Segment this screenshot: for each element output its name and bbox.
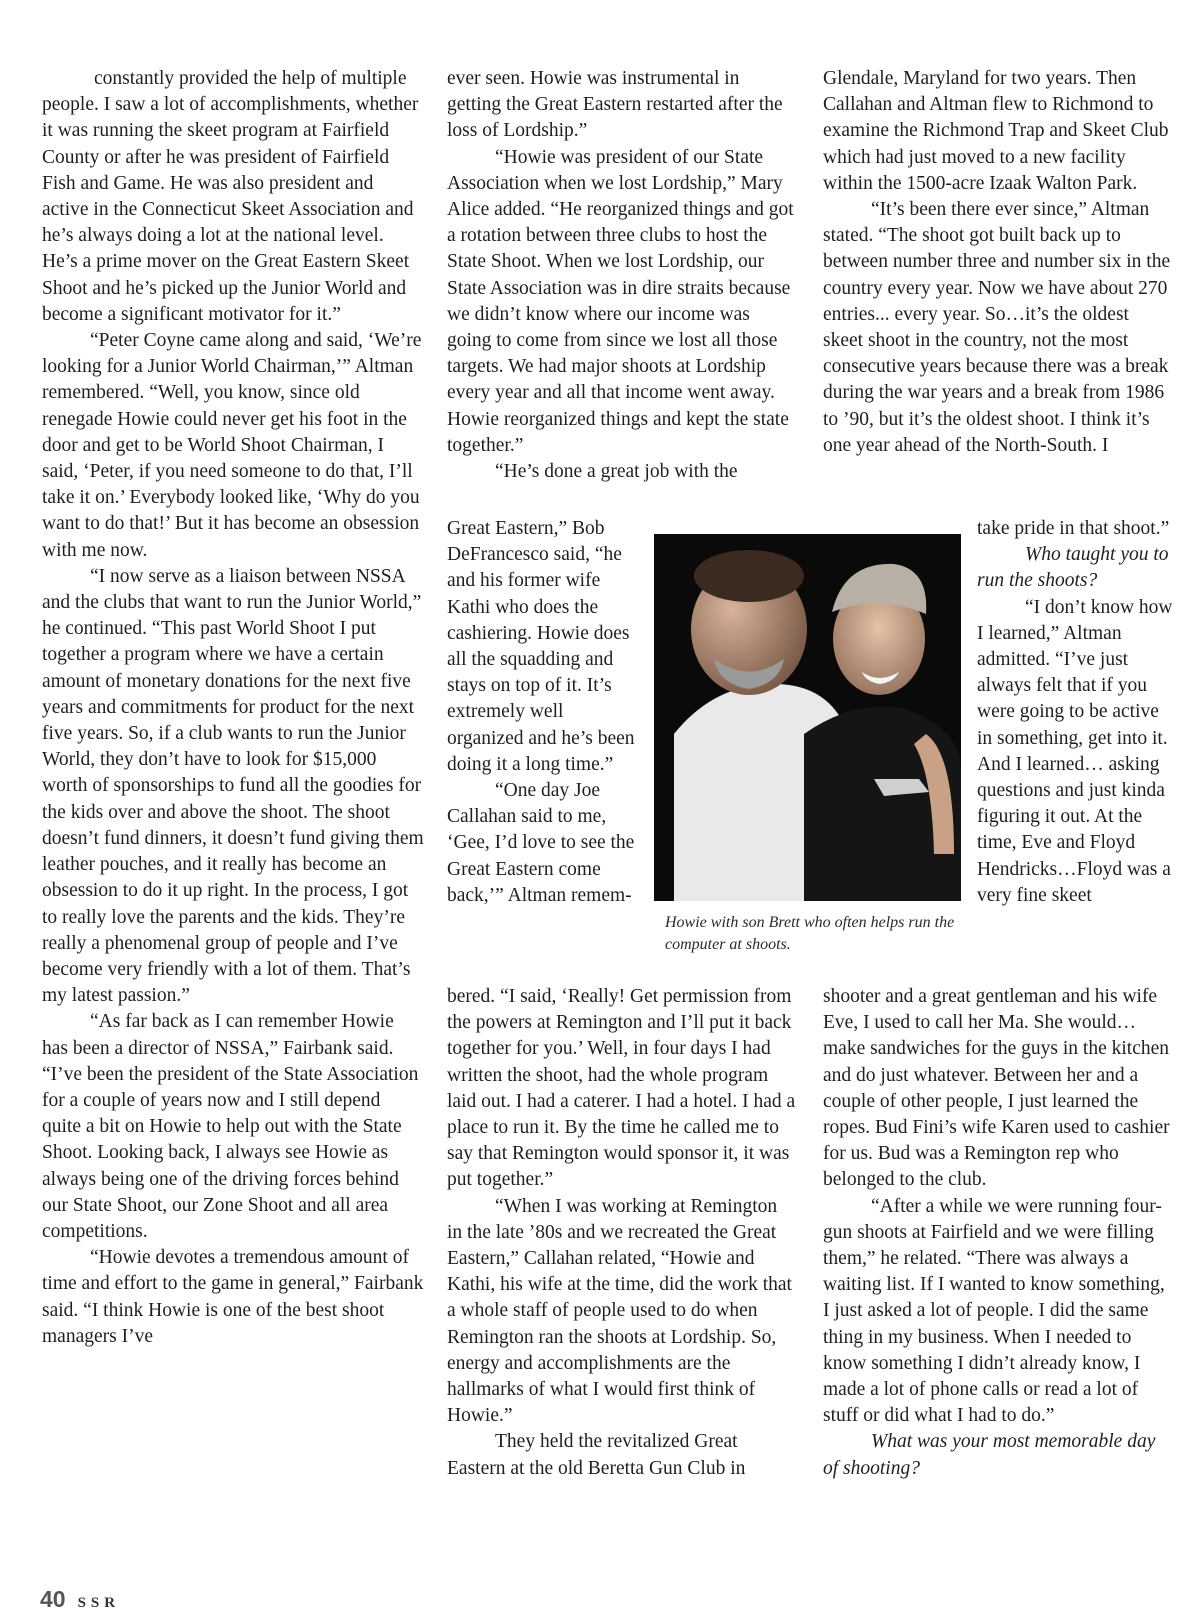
column-2-bottom xyxy=(447,984,797,1482)
column-3-narrow xyxy=(977,516,1173,909)
paragraph: ever seen. Howie was instrumental in getting the Great Eastern restarted after the loss of Lordship.” xyxy=(447,68,783,142)
column-2-narrow xyxy=(447,516,637,909)
paragraph: “I now serve as a liaison between NSSA and the clubs that want to run the Junior World,” he continued. “This past World Shoot I put together a program where we have a certain amount of monetary donations for the next five years and commitments for product for the next five years. So, if a club wants to run the Junior World, they don’t have to look for $15,000 worth of sponsorships to fund all the goodies for the kids over and above the shoot. The shoot doesn’t fund dinners, it doesn’t fund giving them leather pouches, and it really has become an obsession to do it up right. In the process, I got to really love the parents and the kids. They’re really a phenomenal group of people and I’ve become very friendly with a lot of them. That’s my latest passion.” xyxy=(42,565,424,1007)
paragraph: shooter and a great gentleman and his wife Eve, I used to call her Ma. She would…make sandwiches for the guys in the kitchen and do just whatever. Between her and a couple of other people, I just learned the ropes. Bud Fini’s wife Karen used to cashier for us. Bud was a Remington rep who belonged to the club. xyxy=(823,986,1170,1191)
paragraph: “He’s done a great job with the xyxy=(495,461,738,483)
paragraph: “Howie was president of our State Association when we lost Lordship,” Mary Alice added. “He reorganized things and got a rotation between three clubs to host the State Shoot. When we lost Lordship, our State Association was in dire straits because we didn’t know where our income was going to come from since we lost all those targets. We had major shoots at Lordship every year and all that income went away. Howie reorganized things and kept the state together.” xyxy=(447,146,794,456)
paragraph: Glendale, Maryland for two years. Then Callahan and Altman flew to Richmond to examine the Richmond Trap and Skeet Club which had just moved to a new facility within the 1500-acre Izaak Walton Park. xyxy=(823,68,1169,194)
interview-question: Who taught you to run the shoots? xyxy=(977,544,1169,592)
paragraph: They held the revitalized Great Eastern at the old Beretta Gun Club in xyxy=(447,1431,746,1479)
magazine-name: SSR xyxy=(77,1595,121,1611)
paragraph: “As far back as I can remember Howie has been a director of NSSA,” Fairbank said. “I’ve been the president of the State Association for a couple of years now and I still depend quite a bit on Howie to help out with the State Shoot. Looking back, I always see Howie as always being one of the driving forces behind our State Shoot, our Zone Shoot and all area competitions. xyxy=(42,1011,419,1242)
paragraph: bered. “I said, ‘Really! Get permission from the powers at Remington and I’ll put it back together for you.’ Well, in four days I had written the shoot, had the whole program laid out. I had a caterer. I had a hotel. I had a place to run it. By the time he called me to say that Remington would sponsor it, it was put together.” xyxy=(447,986,796,1191)
column-1 xyxy=(42,66,424,1350)
paragraph: Great Eastern,” Bob DeFrancesco said, “he and his former wife Kathi who does the cashiering. Howie does all the squadding and stays on top of it. It’s extremely well organized and he’s been doing it a long time.” xyxy=(447,518,635,775)
paragraph: constantly provided the help of multiple people. I saw a lot of accomplishments, whether it was running the skeet program at Fairfield County or after he was president of Fairfield Fish and Game. He was also president and active in the Connecticut Skeet Association and he’s always doing a lot at the national level. He’s a prime mover on the Great Eastern Skeet Shoot and he’s picked up the Junior World and become a significant motivator for it.” xyxy=(42,68,419,325)
paragraph: “I don’t know how I learned,” Altman admitted. “I’ve just always felt that if you were going to be active in something, get into it. And I learned… asking questions and just kinda figuring it out. At the time, Eve and Floyd Hendricks…Floyd was a very fine skeet xyxy=(977,596,1173,906)
folio xyxy=(40,1586,121,1612)
paragraph: “After a while we were running four-gun shoots at Fairfield and we were filling them,” he related. “There was always a waiting list. If I wanted to know something, I just asked a lot of people. I did the same thing in my business. When I needed to know something I didn’t already know, I made a lot of phone calls or read a lot of stuff or did what I had to do.” xyxy=(823,1195,1165,1427)
paragraph: “It’s been there ever since,” Altman stated. “The shoot got built back up to between number three and number six in the country every year. Now we have about 270 entries... every year. So…it’s the oldest skeet shoot in the country, not the most consecutive years because there was a break during the war years and a break from 1986 to ’90, but it’s the oldest shoot. I think it’s one year ahead of the North-South. I xyxy=(823,199,1171,456)
paragraph: “Peter Coyne came along and said, ‘We’re looking for a Junior World Chairman,’” Altman remembered. “Well, you know, since old renegade Howie could never get his foot in the door and get to be World Shoot Chairman, I said, ‘Peter, if you need someone to do that, I’ll take it on.’ Everybody looked like, ‘Why do you want to do that!’ But it has become an obsession with me now. xyxy=(42,330,422,561)
column-2-top xyxy=(447,66,797,485)
paragraph: take pride in that shoot.” xyxy=(977,518,1170,539)
photo-howie-and-brett xyxy=(654,534,961,901)
interview-question: What was your most memorable day of shooting? xyxy=(823,1431,1156,1479)
column-3-bottom xyxy=(823,984,1173,1482)
photo-illustration xyxy=(654,534,961,901)
column-3-top xyxy=(823,66,1173,459)
paragraph: “When I was working at Remington in the late ’80s and we recreated the Great Eastern,” Callahan related, “Howie and Kathi, his wife at the time, did the work that a whole staff of people used to do when Remington ran the shoots at Lordship. So, energy and accomplishments are the hallmarks of what I would first think of Howie.” xyxy=(447,1195,792,1427)
photo-caption: Howie with son Brett who often helps run the computer at shoots. xyxy=(665,914,955,953)
page-number: 40 xyxy=(40,1586,66,1612)
paragraph: “One day Joe Callahan said to me, ‘Gee, I’d love to see the Great Eastern come back,’” Altman remem- xyxy=(447,780,635,906)
paragraph: “Howie devotes a tremendous amount of time and effort to the game in general,” Fairbank said. “I think Howie is one of the best shoot managers I’ve xyxy=(42,1247,424,1347)
